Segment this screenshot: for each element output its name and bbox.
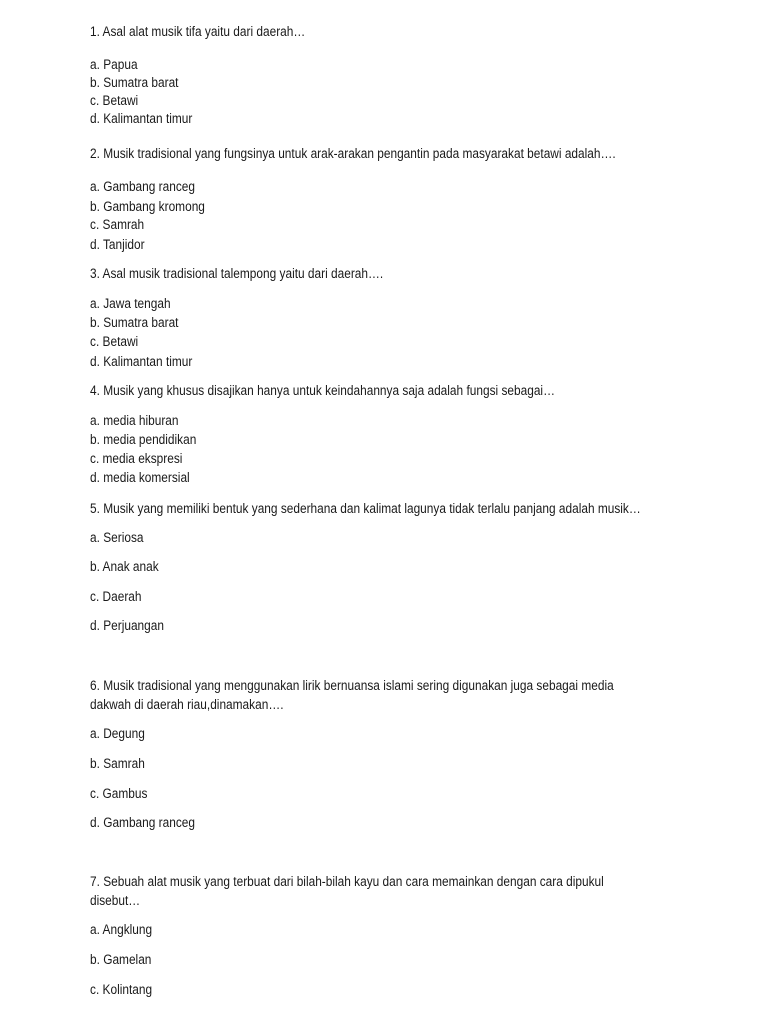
question-5-option-c: c. Daerah [90, 589, 142, 604]
question-7-option-c: c. Kolintang [90, 982, 153, 997]
question-2-option-b: b. Gambang kromong [90, 199, 205, 214]
question-6-option-c: c. Gambus [90, 786, 148, 801]
question-1-option-d: d. Kalimantan timur [90, 111, 193, 126]
question-2-text: 2. Musik tradisional yang fungsinya untuk arak-arakan pengantin pada masyarakat betawi adalah…. [90, 146, 616, 161]
question-6-option-d: d. Gambang ranceg [90, 815, 196, 830]
question-7-option-a: a. Angklung [90, 922, 153, 937]
question-7-text-line-1: 7. Sebuah alat musik yang terbuat dari bilah-bilah kayu dan cara memainkan dengan cara dipukul [90, 874, 604, 889]
question-2-option-c: c. Samrah [90, 217, 145, 232]
question-3-text: 3. Asal musik tradisional talempong yaitu dari daerah…. [90, 266, 384, 281]
question-6-option-a: a. Degung [90, 726, 145, 741]
question-1-text: 1. Asal alat musik tifa yaitu dari daerah… [90, 24, 306, 39]
question-1-option-a: a. Papua [90, 57, 138, 72]
question-4-option-c: c. media ekspresi [90, 451, 183, 466]
question-3-option-b: b. Sumatra barat [90, 315, 179, 330]
question-2-option-a: a. Gambang ranceg [90, 179, 196, 194]
question-3-option-a: a. Jawa tengah [90, 296, 171, 311]
question-4-text: 4. Musik yang khusus disajikan hanya untuk keindahannya saja adalah fungsi sebagai… [90, 383, 555, 398]
question-5-option-d: d. Perjuangan [90, 618, 164, 633]
question-5-text: 5. Musik yang memiliki bentuk yang sederhana dan kalimat lagunya tidak terlalu panjang adalah musik… [90, 501, 641, 516]
question-6-text-line-2: dakwah di daerah riau,dinamakan…. [90, 697, 284, 712]
question-3-option-d: d. Kalimantan timur [90, 354, 193, 369]
question-6-option-b: b. Samrah [90, 756, 145, 771]
question-7-text-line-2: disebut… [90, 893, 141, 908]
question-1-option-b: b. Sumatra barat [90, 75, 179, 90]
question-5-option-b: b. Anak anak [90, 559, 159, 574]
question-6-text-line-1: 6. Musik tradisional yang menggunakan lirik bernuansa islami sering digunakan juga sebagai media [90, 678, 614, 693]
question-5-option-a: a. Seriosa [90, 530, 144, 545]
question-4-option-d: d. media komersial [90, 470, 190, 485]
question-7-option-b: b. Gamelan [90, 952, 152, 967]
question-2-option-d: d. Tanjidor [90, 237, 145, 252]
question-3-option-c: c. Betawi [90, 334, 139, 349]
question-1-option-c: c. Betawi [90, 93, 139, 108]
question-4-option-a: a. media hiburan [90, 413, 179, 428]
question-4-option-b: b. media pendidikan [90, 432, 197, 447]
